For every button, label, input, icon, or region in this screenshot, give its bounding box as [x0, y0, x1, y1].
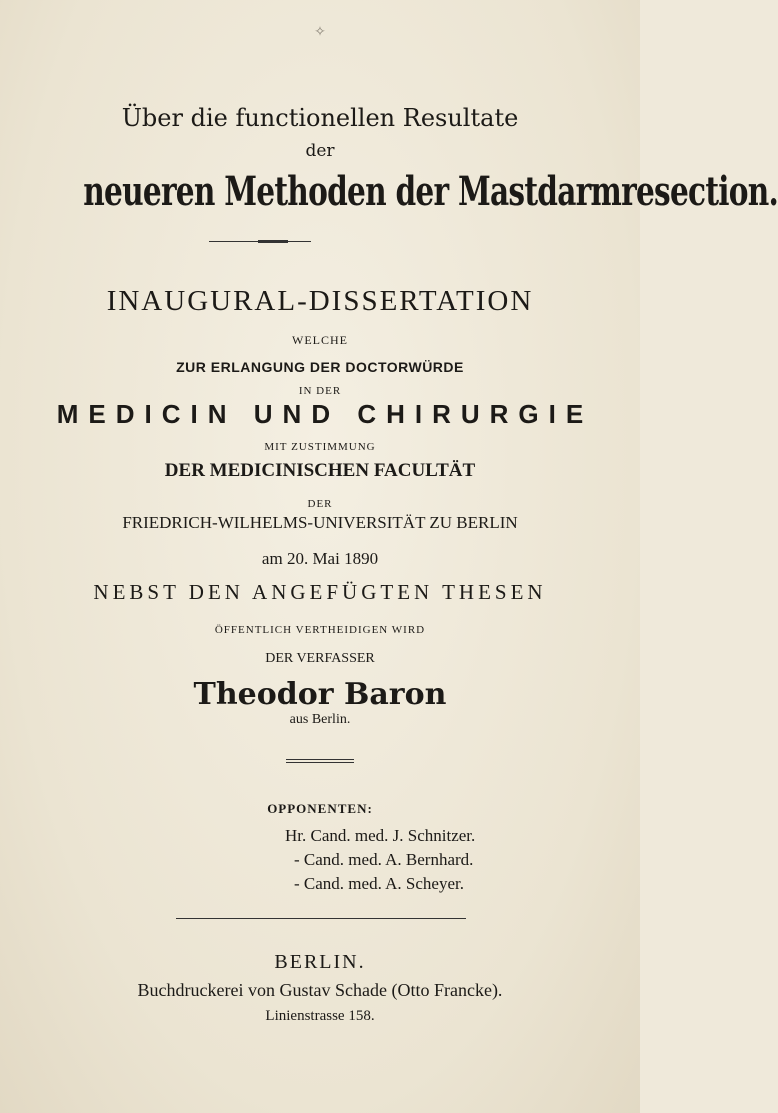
double-rule-bottom — [286, 762, 354, 763]
title-line-2: der — [305, 141, 335, 161]
date-text: am 20. Mai 1890 — [261, 549, 379, 568]
welche-text: WELCHE — [292, 333, 348, 347]
theses-text: NEBST DEN ANGEFÜGTEN THESEN — [93, 580, 547, 604]
author-label: DER VERFASSER — [265, 651, 375, 666]
consent-text: MIT ZUSTIMMUNG — [264, 441, 376, 453]
opponent-item: - Cand. med. A. Bernhard. — [294, 850, 474, 869]
doctorate-text: ZUR ERLANGUNG DER DOCTORWÜRDE — [176, 359, 464, 375]
ornament-mark: ✧ — [314, 24, 326, 40]
defend-text: ÖFFENTLICH VERTHEIDIGEN WIRD — [214, 624, 426, 636]
title-line-3: neueren Methoden der Mastdarmresection. — [83, 168, 778, 215]
divider-rule — [176, 918, 466, 919]
field-text: MEDICIN UND CHIRURGIE — [56, 399, 594, 429]
author-origin: aus Berlin. — [289, 712, 351, 727]
dissertation-heading: INAUGURAL-DISSERTATION — [106, 285, 534, 317]
imprint-printer: Buchdruckerei von Gustav Schade (Otto Francke). — [137, 980, 503, 1000]
faculty-text: DER MEDICINISCHEN FACULTÄT — [164, 460, 476, 481]
double-rule-top — [286, 759, 354, 760]
opponent-item: Hr. Cand. med. J. Schnitzer. — [285, 826, 476, 845]
opponents-heading: OPPONENTEN: — [267, 801, 373, 816]
imprint-city: BERLIN. — [274, 951, 366, 973]
imprint-address: Linienstrasse 158. — [265, 1008, 375, 1024]
decorative-rule-center — [258, 240, 288, 243]
in-der-text: IN DER — [298, 385, 342, 397]
opponent-item: - Cand. med. A. Scheyer. — [294, 874, 464, 893]
author-name: Theodor Baron — [193, 677, 447, 712]
university-text: FRIEDRICH-WILHELMS-UNIVERSITÄT ZU BERLIN — [122, 513, 518, 532]
title-line-1: Über die functionellen Resultate — [121, 104, 519, 132]
der-text: DER — [307, 498, 333, 510]
